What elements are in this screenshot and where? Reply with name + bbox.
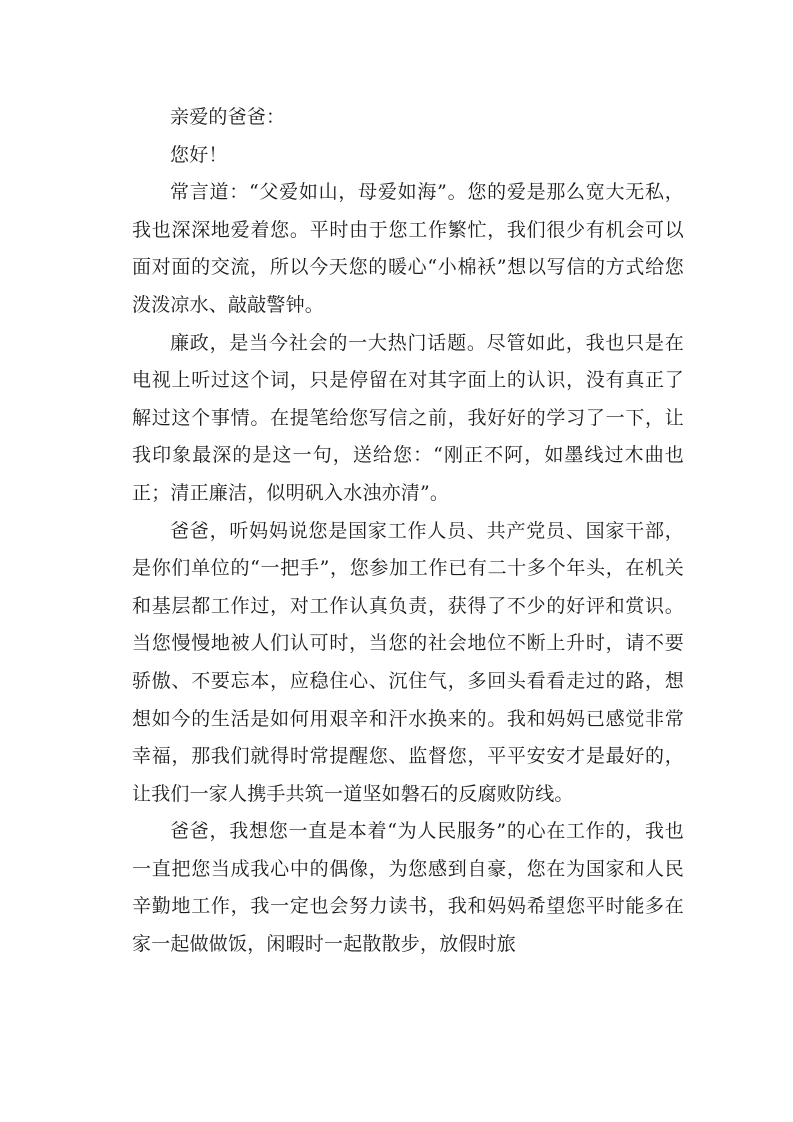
paragraph-3: 爸爸，听妈妈说您是国家工作人员、共产党员、国家干部，是你们单位的“一把手”，您参加工作已有二十多个年头，在机关和基层都工作过，对工作认真负责，获得了不少的好评和赏识。当您慢慢地被人们认可时，当您的社会地位不断上升时，请不要骄傲、不要忘本，应稳住心、沉住气，多回头看看走过的路，想想如今的生活是如何用艰辛和汗水换来的。我和妈妈已感觉非常幸福，那我们就得时常提醒您、监督您，平平安安才是最好的，让我们一家人携手共筑一道坚如磐石的反腐败防线。 <box>132 519 684 805</box>
paragraph-2: 廉政，是当今社会的一大热门话题。尽管如此，我也只是在电视上听过这个词，只是停留在对其字面上的认识，没有真正了解过这个事情。在提笔给您写信之前，我好好的学习了一下，让我印象最深的是这一句，送给您：“刚正不阿，如墨线过木曲也正；清正廉洁，似明矾入水浊亦清”。 <box>132 331 684 504</box>
salutation: 亲爱的爸爸： <box>170 106 286 128</box>
letter-body <box>132 99 684 964</box>
paragraph-1: 常言道：“父爱如山，母爱如海”。您的爱是那么宽大无私，我也深深地爱着您。平时由于您工作繁忙，我们很少有机会可以面对面的交流，所以今天您的暖心“小棉袄”想以写信的方式给您泼泼凉水、敲敲警钟。 <box>132 181 684 316</box>
greeting: 您好！ <box>170 143 228 166</box>
paragraph-4: 爸爸，我想您一直是本着“为人民服务”的心在工作的，我也一直把您当成我心中的偶像，为您感到自豪，您在为国家和人民辛勤地工作，我一定也会努力读书，我和妈妈希望您平时能多在家一起做做饭，闲暇时一起散散步，放假时旅 <box>132 820 684 956</box>
